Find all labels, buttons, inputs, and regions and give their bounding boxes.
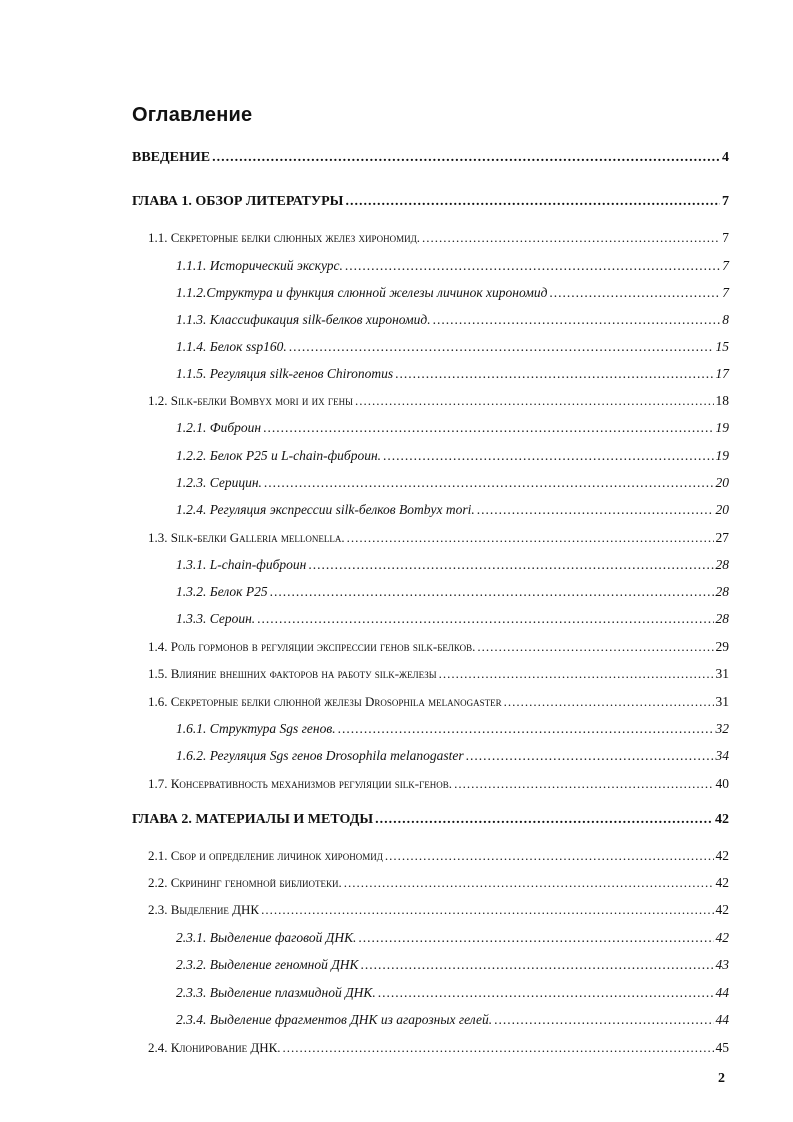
toc-entry[interactable]: [176, 930, 729, 946]
toc-entry-text: 1.3.2. Белок P25: [176, 584, 268, 599]
toc-entry-page: 28: [715, 584, 729, 599]
toc-entry-page: 42: [715, 875, 729, 890]
toc-entry[interactable]: [148, 694, 729, 710]
toc-entry[interactable]: [148, 875, 729, 891]
toc-entry[interactable]: [176, 957, 729, 973]
toc-entry-page: 31: [715, 666, 729, 681]
toc-entry[interactable]: [176, 339, 729, 355]
toc-entry[interactable]: [148, 530, 729, 546]
toc-entry-text: 1.3. Silk-белки Galleria mellonella.: [148, 530, 345, 545]
leader-dots: [345, 258, 720, 274]
toc-entry-page: 34: [715, 748, 729, 763]
leader-dots: [454, 776, 713, 792]
toc-entry-page: 19: [715, 420, 729, 435]
toc-entry-text: 1.1.3. Классификация silk-белков хирономид.: [176, 312, 431, 327]
toc-entry[interactable]: [148, 230, 729, 246]
leader-dots: [477, 639, 713, 655]
toc-entry-text: ВВЕДЕНИЕ: [132, 150, 211, 165]
toc-entry-page: 42: [715, 848, 729, 863]
toc-entry-text: 1.2.3. Серицин.: [176, 475, 262, 490]
leader-dots: [338, 721, 714, 737]
toc-entry-page: 42: [715, 930, 729, 945]
toc-entry-page: 19: [715, 448, 729, 463]
toc-entry-text: 2.3.2. Выделение геномной ДНК: [176, 957, 359, 972]
toc-entry[interactable]: [176, 258, 729, 274]
leader-dots: [264, 475, 714, 491]
toc-entry-page: 44: [715, 1012, 729, 1027]
toc-entry-page: 43: [715, 957, 729, 972]
leader-dots: [439, 666, 714, 682]
toc-entry[interactable]: [176, 285, 729, 301]
toc-entry[interactable]: [176, 1012, 729, 1028]
toc-entry-page: 7: [722, 258, 729, 273]
toc-entry[interactable]: [148, 393, 729, 409]
toc-entry[interactable]: [176, 312, 729, 328]
toc-entry[interactable]: [148, 1040, 729, 1056]
toc-entry[interactable]: [176, 475, 729, 491]
toc-entry-text: 1.1.5. Регуляция silk-генов Chironomus: [176, 366, 394, 381]
toc-entry-page: 15: [715, 339, 729, 354]
leader-dots: [289, 339, 714, 355]
toc-entry-text: 2.3.3. Выделение плазмидной ДНК.: [176, 985, 376, 1000]
toc-entry-page: 29: [715, 639, 729, 654]
toc-entry-page: 42: [715, 902, 729, 917]
toc-entry[interactable]: [176, 366, 729, 382]
leader-dots: [422, 230, 720, 246]
leader-dots: [385, 848, 714, 864]
leader-dots: [378, 985, 714, 1001]
toc-entry-page: 28: [715, 557, 729, 572]
leader-dots: [283, 1040, 714, 1056]
leader-dots: [361, 957, 714, 973]
toc-entry-page: 7: [722, 230, 729, 245]
toc-entry-text: 1.2.2. Белок P25 и L-chain-фиброин.: [176, 448, 382, 463]
leader-dots: [504, 694, 714, 710]
toc-entry[interactable]: [176, 420, 729, 436]
leader-dots: [355, 393, 714, 409]
page-title: Оглавление: [132, 104, 253, 126]
toc-entry-page: 8: [722, 312, 729, 327]
leader-dots: [308, 557, 713, 573]
toc-entry[interactable]: [176, 448, 729, 464]
leader-dots: [477, 502, 714, 518]
toc-entry-page: 7: [722, 285, 729, 300]
toc-entry[interactable]: [176, 985, 729, 1001]
leader-dots: [549, 285, 720, 301]
toc-entry-page: 32: [715, 721, 729, 736]
toc-entry-text: 1.5. Влияние внешних факторов на работу silk-железы: [148, 666, 437, 681]
toc-entry[interactable]: [176, 557, 729, 573]
toc-entry-page: 20: [715, 502, 729, 517]
toc-entry-text: 1.2.1. Фиброин: [176, 420, 262, 435]
toc-entry-text: 1.3.1. L-chain-фиброин: [176, 557, 307, 572]
toc-entry[interactable]: [176, 748, 729, 764]
toc-entry-page: 42: [715, 812, 729, 827]
toc-entry-text: ГЛАВА 1. ОБЗОР ЛИТЕРАТУРЫ: [132, 194, 344, 209]
leader-dots: [261, 902, 713, 918]
toc-entry-page: 45: [715, 1040, 729, 1055]
toc-entry[interactable]: [132, 812, 729, 828]
leader-dots: [358, 930, 713, 946]
toc-entry-text: 2.3.1. Выделение фаговой ДНК.: [176, 930, 357, 945]
toc-entry[interactable]: [176, 584, 729, 600]
toc-entry-text: 2.3. Выделение ДНК: [148, 902, 260, 917]
toc-entry-text: 2.2. Скрининг геномной библиотеки.: [148, 875, 342, 890]
toc-entry[interactable]: [148, 639, 729, 655]
toc-entry-page: 18: [715, 393, 729, 408]
leader-dots: [347, 530, 714, 546]
toc-entry-text: 1.1.2.Структура и функция слюнной железы личинок хирономид: [176, 285, 548, 300]
toc-entry-page: 17: [715, 366, 729, 381]
toc-entry-text: 1.1.4. Белок ssp160.: [176, 339, 287, 354]
toc-entry-page: 28: [715, 611, 729, 626]
toc-entry[interactable]: [176, 611, 729, 627]
toc-entry-text: 1.3.3. Сероин.: [176, 611, 256, 626]
leader-dots: [433, 312, 721, 328]
toc-entry-text: 1.2. Silk-белки Bombyx mori и их гены: [148, 393, 353, 408]
leader-dots: [345, 194, 720, 210]
toc-entry-text: 1.1.1. Исторический экскурс.: [176, 258, 343, 273]
toc-entry[interactable]: [148, 848, 729, 864]
toc-entry-text: 1.6.2. Регуляция Sgs генов Drosophila melanogaster: [176, 748, 464, 763]
toc-entry[interactable]: [176, 721, 729, 737]
leader-dots: [395, 366, 713, 382]
toc-entry-page: 4: [722, 150, 729, 165]
toc-entry-page: 7: [722, 194, 729, 209]
page-number: 2: [718, 1071, 725, 1086]
toc-entry-text: 2.3.4. Выделение фрагментов ДНК из агарозных гелей.: [176, 1012, 493, 1027]
toc-entry[interactable]: [176, 502, 729, 518]
leader-dots: [344, 875, 714, 891]
toc-entry-text: 1.4. Роль гормонов в регуляции экспрессии генов silk-белков.: [148, 639, 476, 654]
toc-entry[interactable]: [148, 902, 729, 918]
leader-dots: [375, 812, 713, 828]
toc-entry-page: 27: [715, 530, 729, 545]
toc-entry-text: ГЛАВА 2. МАТЕРИАЛЫ И МЕТОДЫ: [132, 812, 374, 827]
toc-entry-text: 2.4. Клонирование ДНК.: [148, 1040, 281, 1055]
toc-entry[interactable]: [148, 666, 729, 682]
toc-entry-page: 40: [715, 776, 729, 791]
toc-entry-text: 1.1. Секреторные белки слюнных желез хирономид.: [148, 230, 420, 245]
toc-entry[interactable]: [148, 776, 729, 792]
leader-dots: [466, 748, 714, 764]
leader-dots: [257, 611, 713, 627]
leader-dots: [494, 1012, 713, 1028]
toc-entry-text: 1.2.4. Регуляция экспрессии silk-белков Bombyx mori.: [176, 502, 475, 517]
toc-entry-page: 31: [715, 694, 729, 709]
leader-dots: [270, 584, 714, 600]
toc-entry-text: 2.1. Сбор и определение личинок хирономид: [148, 848, 383, 863]
toc-entry[interactable]: [132, 194, 729, 210]
leader-dots: [263, 420, 713, 436]
leader-dots: [383, 448, 713, 464]
toc-entry-text: 1.6. Секреторные белки слюнной железы Drosophila melanogaster: [148, 694, 502, 709]
leader-dots: [212, 150, 720, 166]
toc-entry[interactable]: [132, 150, 729, 166]
toc-entry-text: 1.7. Консервативность механизмов регуляции silk-генов.: [148, 776, 453, 791]
toc-entry-page: 20: [715, 475, 729, 490]
toc-entry-page: 44: [715, 985, 729, 1000]
toc-entry-text: 1.6.1. Структура Sgs генов.: [176, 721, 336, 736]
